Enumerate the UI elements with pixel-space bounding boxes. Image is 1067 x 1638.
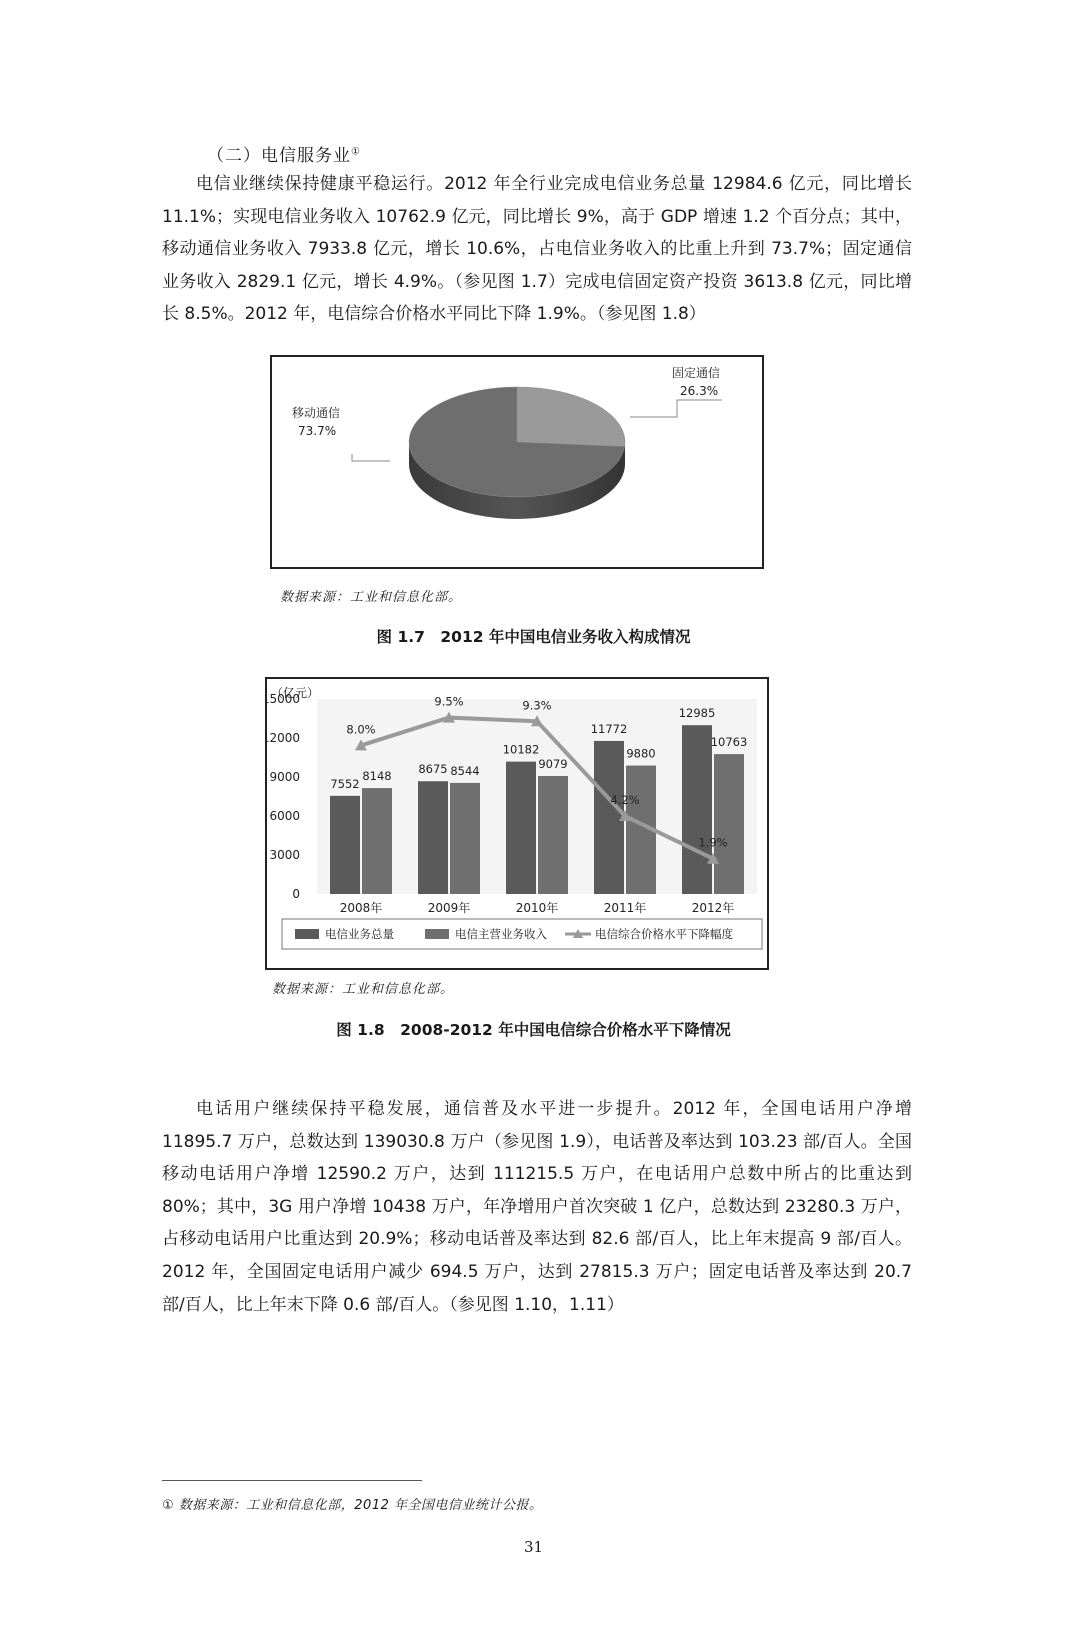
bar-value-label: 10182 [502, 742, 540, 757]
leader-line-mobile [352, 454, 390, 461]
bar-value-label: 9079 [538, 756, 568, 771]
line-value-label: 9.3% [522, 698, 552, 713]
footnote-marker: ① [351, 146, 361, 158]
bar-value-label: 12985 [678, 706, 716, 721]
figure-1-7-frame [270, 355, 764, 569]
bar-value-label: 7552 [330, 776, 360, 791]
figure-1-7-caption: 图 1.7 2012 年中国电信业务收入构成情况 [376, 628, 691, 646]
body-paragraph-2 [162, 1093, 912, 1321]
bar-value-label: 9880 [626, 746, 656, 761]
page-number: 31 [523, 1538, 544, 1556]
x-tick-label: 2011年 [603, 901, 647, 915]
y-tick-label: 6000 [269, 809, 300, 823]
y-tick-label: 3000 [269, 848, 300, 862]
legend-label: 电信综合价格水平下降幅度 [595, 927, 733, 941]
y-axis-unit: （亿元） [271, 686, 320, 700]
bar-line-chart [267, 679, 767, 968]
legend-swatch [425, 929, 449, 939]
pie-label-fixed-name: 固定通信 [672, 366, 721, 380]
body-paragraph-1 [162, 168, 912, 331]
line-value-label: 1.9% [698, 835, 728, 850]
figure-1-8-source: 数据来源：工业和信息化部。 [272, 982, 455, 997]
pie-chart [272, 357, 762, 567]
bar-value-label: 8544 [450, 763, 480, 778]
bar-value-label: 11772 [590, 721, 628, 736]
paragraph-1-text: 电信业继续保持健康平稳运行。2012 年全行业完成电信业务总量 12984.6 亿元，同比增长 11.1%；实现电信业务收入 10762.9 亿元，同比增长 9%，高于 GDP 增速 1.2 个百分点；其中，移动通信业务收入 7933.8 亿元，增长 10.6%，占电信业务收入的比重上升到 73.7%；固定通信业务收入 2829.1 亿元，增长 4.9%。（参见图 1.7）完成电信固定资产投资 3613.8 亿元，同比增长 8.5%。2012 年，电信综合价格水平同比下降 1.9%。（参见图 1.8） [162, 174, 912, 325]
legend-label: 电信业务总量 [325, 927, 394, 941]
y-tick-label: 5000 [269, 692, 300, 706]
x-tick-label: 2009年 [427, 901, 471, 915]
leader-line-fixed [630, 400, 722, 417]
x-tick-label: 2008年 [339, 901, 383, 915]
section-heading-text: （二）电信服务业 [207, 146, 351, 166]
bar-revenue [450, 783, 480, 894]
bar-value-label: 10763 [710, 735, 748, 750]
figure-1-7-source: 数据来源：工业和信息化部。 [280, 590, 463, 605]
x-tick-label: 2012年 [691, 901, 735, 915]
bar-total [330, 796, 360, 894]
bar-revenue [714, 754, 744, 894]
bar-total [682, 725, 712, 894]
pie-label-mobile-value: 73.7% [298, 424, 337, 438]
bar-value-label: 8148 [362, 769, 392, 784]
bar-total [418, 781, 448, 894]
paragraph-2-text: 电话用户继续保持平稳发展，通信普及水平进一步提升。2012 年，全国电话用户净增 11895.7 万户，总数达到 139030.8 万户（参见图 1.9），电话普及率达到 103.23 部/百人。全国移动电话用户净增 12590.2 万户，达到 111215.5 万户，在电话用户总数中所占的比重达到 80%；其中，3G 用户净增 10438 万户，年净增用户首次突破 1 亿户，总数达到 23280.3 万户，占移动电话用户比重达到 20.9%；移动电话普及率达到 82.6 部/百人，比上年末提高 9 部/百人。2012 年，全国固定电话用户减少 694.5 万户，达到 27815.3 万户；固定电话普及率达到 20.7 部/百人，比上年末下降 0.6 部/百人。（参见图 1.10，1.11） [162, 1099, 912, 1315]
section-heading [207, 141, 361, 166]
line-value-label: 9.5% [434, 694, 464, 709]
bar-total [594, 741, 624, 894]
bar-revenue [538, 776, 568, 894]
x-tick-label: 2010年 [515, 901, 559, 915]
footnote-divider [162, 1480, 422, 1481]
pie-slice-fixed [517, 387, 625, 446]
bar-value-label: 8675 [418, 762, 448, 777]
bar-revenue [362, 788, 392, 894]
legend-swatch [295, 929, 319, 939]
figure-1-8-frame [265, 677, 769, 970]
line-value-label: 4.2% [610, 793, 640, 807]
legend-label: 电信主营业务收入 [455, 927, 547, 941]
bar-total [506, 762, 536, 894]
figure-1-8-caption: 图 1.8 2008-2012 年中国电信综合价格水平下降情况 [336, 1021, 731, 1039]
footnote: ① 数据来源：工业和信息化部，2012 年全国电信业统计公报。 [162, 1498, 543, 1513]
line-value-label: 8.0% [346, 722, 376, 737]
y-tick-label: 0 [292, 887, 300, 901]
pie-label-mobile-name: 移动通信 [292, 406, 341, 420]
y-tick-label: 9000 [269, 770, 300, 784]
pie-label-fixed-value: 26.3% [680, 384, 719, 398]
y-tick-label: 2000 [269, 731, 300, 745]
